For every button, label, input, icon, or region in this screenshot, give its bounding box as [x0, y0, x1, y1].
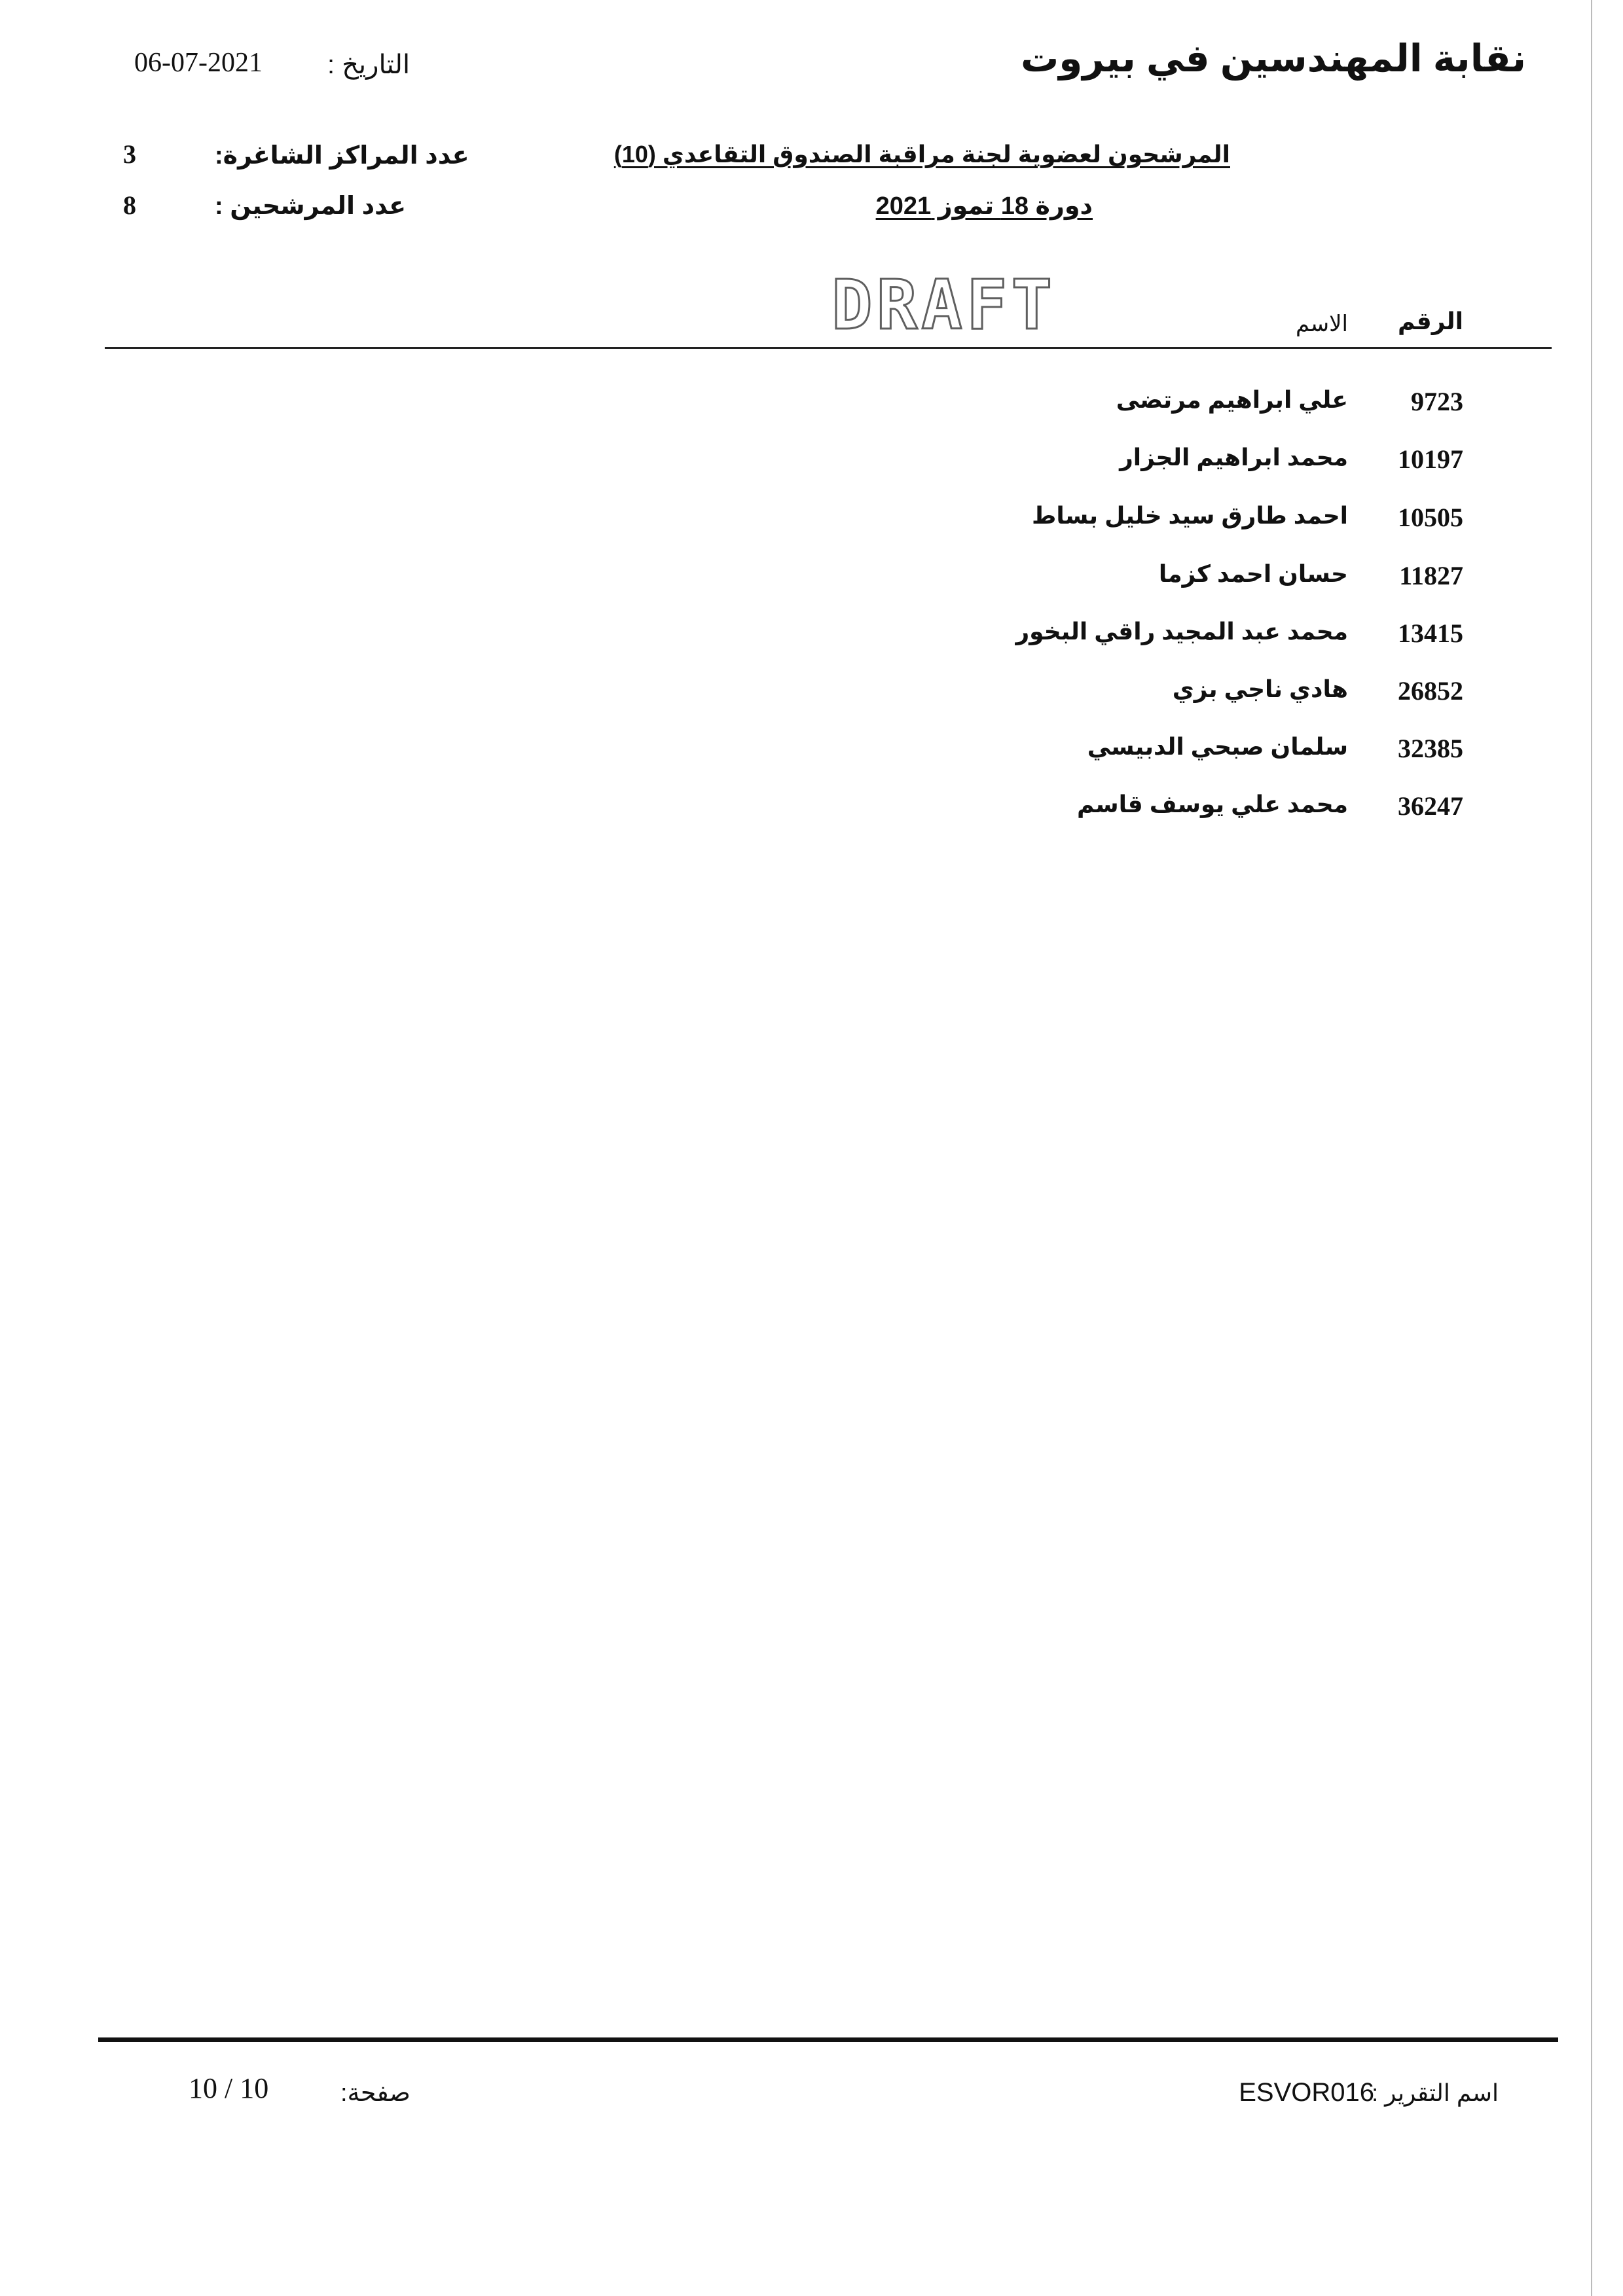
vacant-seats-label: عدد المراكز الشاغرة:	[215, 142, 469, 170]
candidate-number: 11827	[1399, 561, 1463, 590]
report-name-value: ESVOR016	[1239, 2078, 1374, 2107]
candidate-name: محمد ابراهيم الجزار	[1120, 444, 1348, 471]
date-label: التاريخ :	[327, 50, 410, 79]
candidate-name: حسان احمد كزما	[1158, 560, 1348, 587]
candidate-number: 9723	[1411, 387, 1463, 416]
candidate-name: محمد عبد المجيد راقي البخور	[1015, 618, 1348, 645]
candidate-number: 10505	[1398, 503, 1463, 532]
candidates-count-label: عدد المرشحين :	[215, 192, 407, 220]
scan-edge-line	[1591, 0, 1592, 2296]
candidate-name: سلمان صبحي الدبيسي	[1087, 733, 1348, 760]
column-header-name: الاسم	[1296, 312, 1348, 336]
candidate-number: 10197	[1398, 444, 1463, 474]
candidate-number: 13415	[1398, 619, 1463, 648]
report-name-label: اسم التقرير :	[1372, 2079, 1499, 2106]
candidates-count-value: 8	[123, 190, 136, 220]
candidate-name: محمد علي يوسف قاسم	[1077, 791, 1348, 817]
vacant-seats-value: 3	[123, 139, 136, 169]
session-line: دورة 18 تموز 2021	[875, 192, 1093, 220]
page-number: 10 / 10	[189, 2072, 269, 2104]
footer-divider	[98, 2037, 1558, 2042]
date-value: 06-07-2021	[134, 48, 263, 78]
candidate-name: هادي ناجي بزي	[1172, 675, 1348, 702]
page-label: صفحة:	[340, 2079, 410, 2107]
candidate-number: 32385	[1398, 734, 1463, 763]
draft-watermark: DRAFT	[831, 265, 1057, 345]
header-divider	[105, 347, 1552, 349]
candidate-name: احمد طارق سيد خليل بساط	[1032, 502, 1348, 529]
candidate-number: 26852	[1398, 676, 1463, 706]
candidate-name: علي ابراهيم مرتضى	[1116, 386, 1348, 413]
column-header-number: الرقم	[1397, 308, 1463, 334]
candidate-number: 36247	[1398, 791, 1463, 821]
organization-name: نقابة المهندسين في بيروت	[1020, 37, 1526, 80]
document-title: المرشحون لعضوية لجنة مراقبة الصندوق التقاعدي (10)	[613, 141, 1230, 168]
